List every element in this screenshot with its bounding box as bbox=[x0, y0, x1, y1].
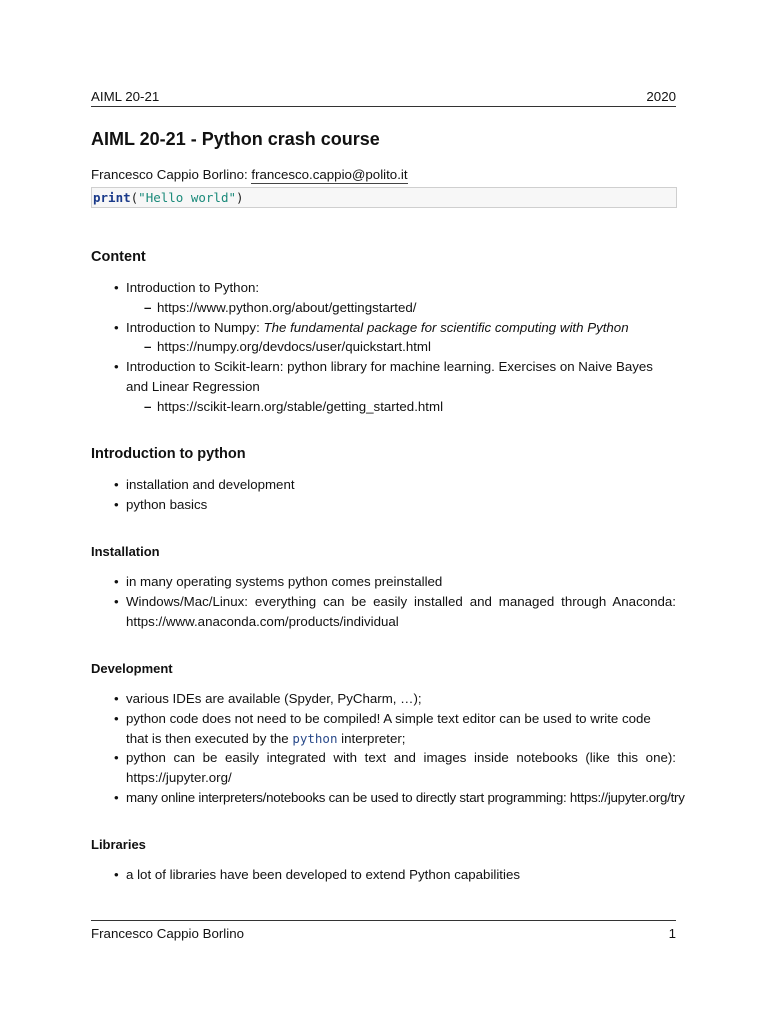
installation-list bbox=[91, 572, 676, 631]
libraries-heading: Libraries bbox=[91, 837, 146, 852]
header-course: AIML 20-21 bbox=[91, 89, 160, 104]
intro-heading: Introduction to python bbox=[91, 446, 246, 462]
sub-list-item bbox=[126, 337, 676, 357]
python-link[interactable]: https://www.python.org/about/gettingstarted/ bbox=[157, 299, 417, 315]
installation-heading: Installation bbox=[91, 544, 160, 559]
list-item: • in many operating systems python comes preinstalled bbox=[91, 572, 676, 592]
code-open-paren: ( bbox=[130, 190, 139, 205]
code-cell[interactable] bbox=[91, 187, 677, 208]
development-list bbox=[91, 689, 685, 808]
development-heading: Development bbox=[91, 661, 173, 676]
sub-list bbox=[126, 337, 676, 357]
list-item-text: Introduction to Numpy: bbox=[126, 319, 264, 335]
intro-list bbox=[91, 475, 676, 515]
libraries-list bbox=[91, 865, 676, 885]
sub-list bbox=[126, 397, 676, 417]
content-list bbox=[91, 278, 676, 417]
author-line bbox=[91, 166, 408, 184]
document-page bbox=[91, 0, 685, 1024]
inline-code-python: python bbox=[292, 730, 338, 746]
list-item: • python can be easily integrated with text and images inside notebooks (like this one): https://jupyter.org/ bbox=[91, 748, 676, 788]
author-email-link[interactable]: francesco.cappio@polito.it bbox=[251, 167, 408, 182]
list-item bbox=[91, 357, 676, 416]
list-item: • Windows/Mac/Linux: everything can be easily installed and managed through Anaconda: https://www.anaconda.com/products/individual bbox=[91, 592, 676, 632]
list-item bbox=[91, 318, 676, 358]
code-keyword: print bbox=[93, 190, 131, 205]
list-item: • a lot of libraries have been developed to extend Python capabilities bbox=[91, 865, 676, 885]
list-item: • various IDEs are available (Spyder, PyCharm, …); bbox=[91, 689, 676, 709]
page-title: AIML 20-21 - Python crash course bbox=[91, 129, 380, 149]
list-item bbox=[91, 278, 676, 318]
content-heading: Content bbox=[91, 249, 146, 265]
list-item-text: python code does not need to be compiled! A simple text editor can be used to write code that is then executed by the bbox=[126, 710, 651, 746]
header-rule bbox=[91, 106, 676, 107]
numpy-link[interactable]: https://numpy.org/devdocs/user/quickstart.html bbox=[157, 339, 431, 355]
footer-rule bbox=[91, 920, 676, 921]
list-item-text: Introduction to Scikit-learn: python library for machine learning. Exercises on Naive Bayes and Linear Regression bbox=[126, 359, 653, 394]
page-header bbox=[91, 88, 676, 106]
page-number: 1 bbox=[668, 926, 676, 941]
code-string: "Hello world" bbox=[138, 190, 237, 205]
sub-list bbox=[126, 298, 676, 318]
list-item: • python basics bbox=[91, 495, 676, 515]
code-close-paren: ) bbox=[236, 190, 244, 205]
sub-list-item bbox=[126, 397, 676, 417]
header-year: 2020 bbox=[646, 89, 676, 104]
page-footer bbox=[91, 925, 676, 943]
sub-list-item bbox=[126, 298, 676, 318]
list-item-emphasis: The fundamental package for scientific computing with Python bbox=[263, 319, 629, 335]
sklearn-link[interactable]: https://scikit-learn.org/stable/getting_started.html bbox=[157, 398, 444, 414]
author-name: Francesco Cappio Borlino: bbox=[91, 167, 248, 182]
list-item-text: interpreter; bbox=[337, 730, 406, 746]
list-item: • installation and development bbox=[91, 475, 676, 495]
list-item: • many online interpreters/notebooks can be used to directly start programming: https://jupyter.org/try bbox=[91, 788, 676, 808]
list-item-text: Introduction to Python: bbox=[126, 280, 260, 295]
footer-author: Francesco Cappio Borlino bbox=[91, 926, 244, 941]
list-item bbox=[91, 709, 676, 749]
